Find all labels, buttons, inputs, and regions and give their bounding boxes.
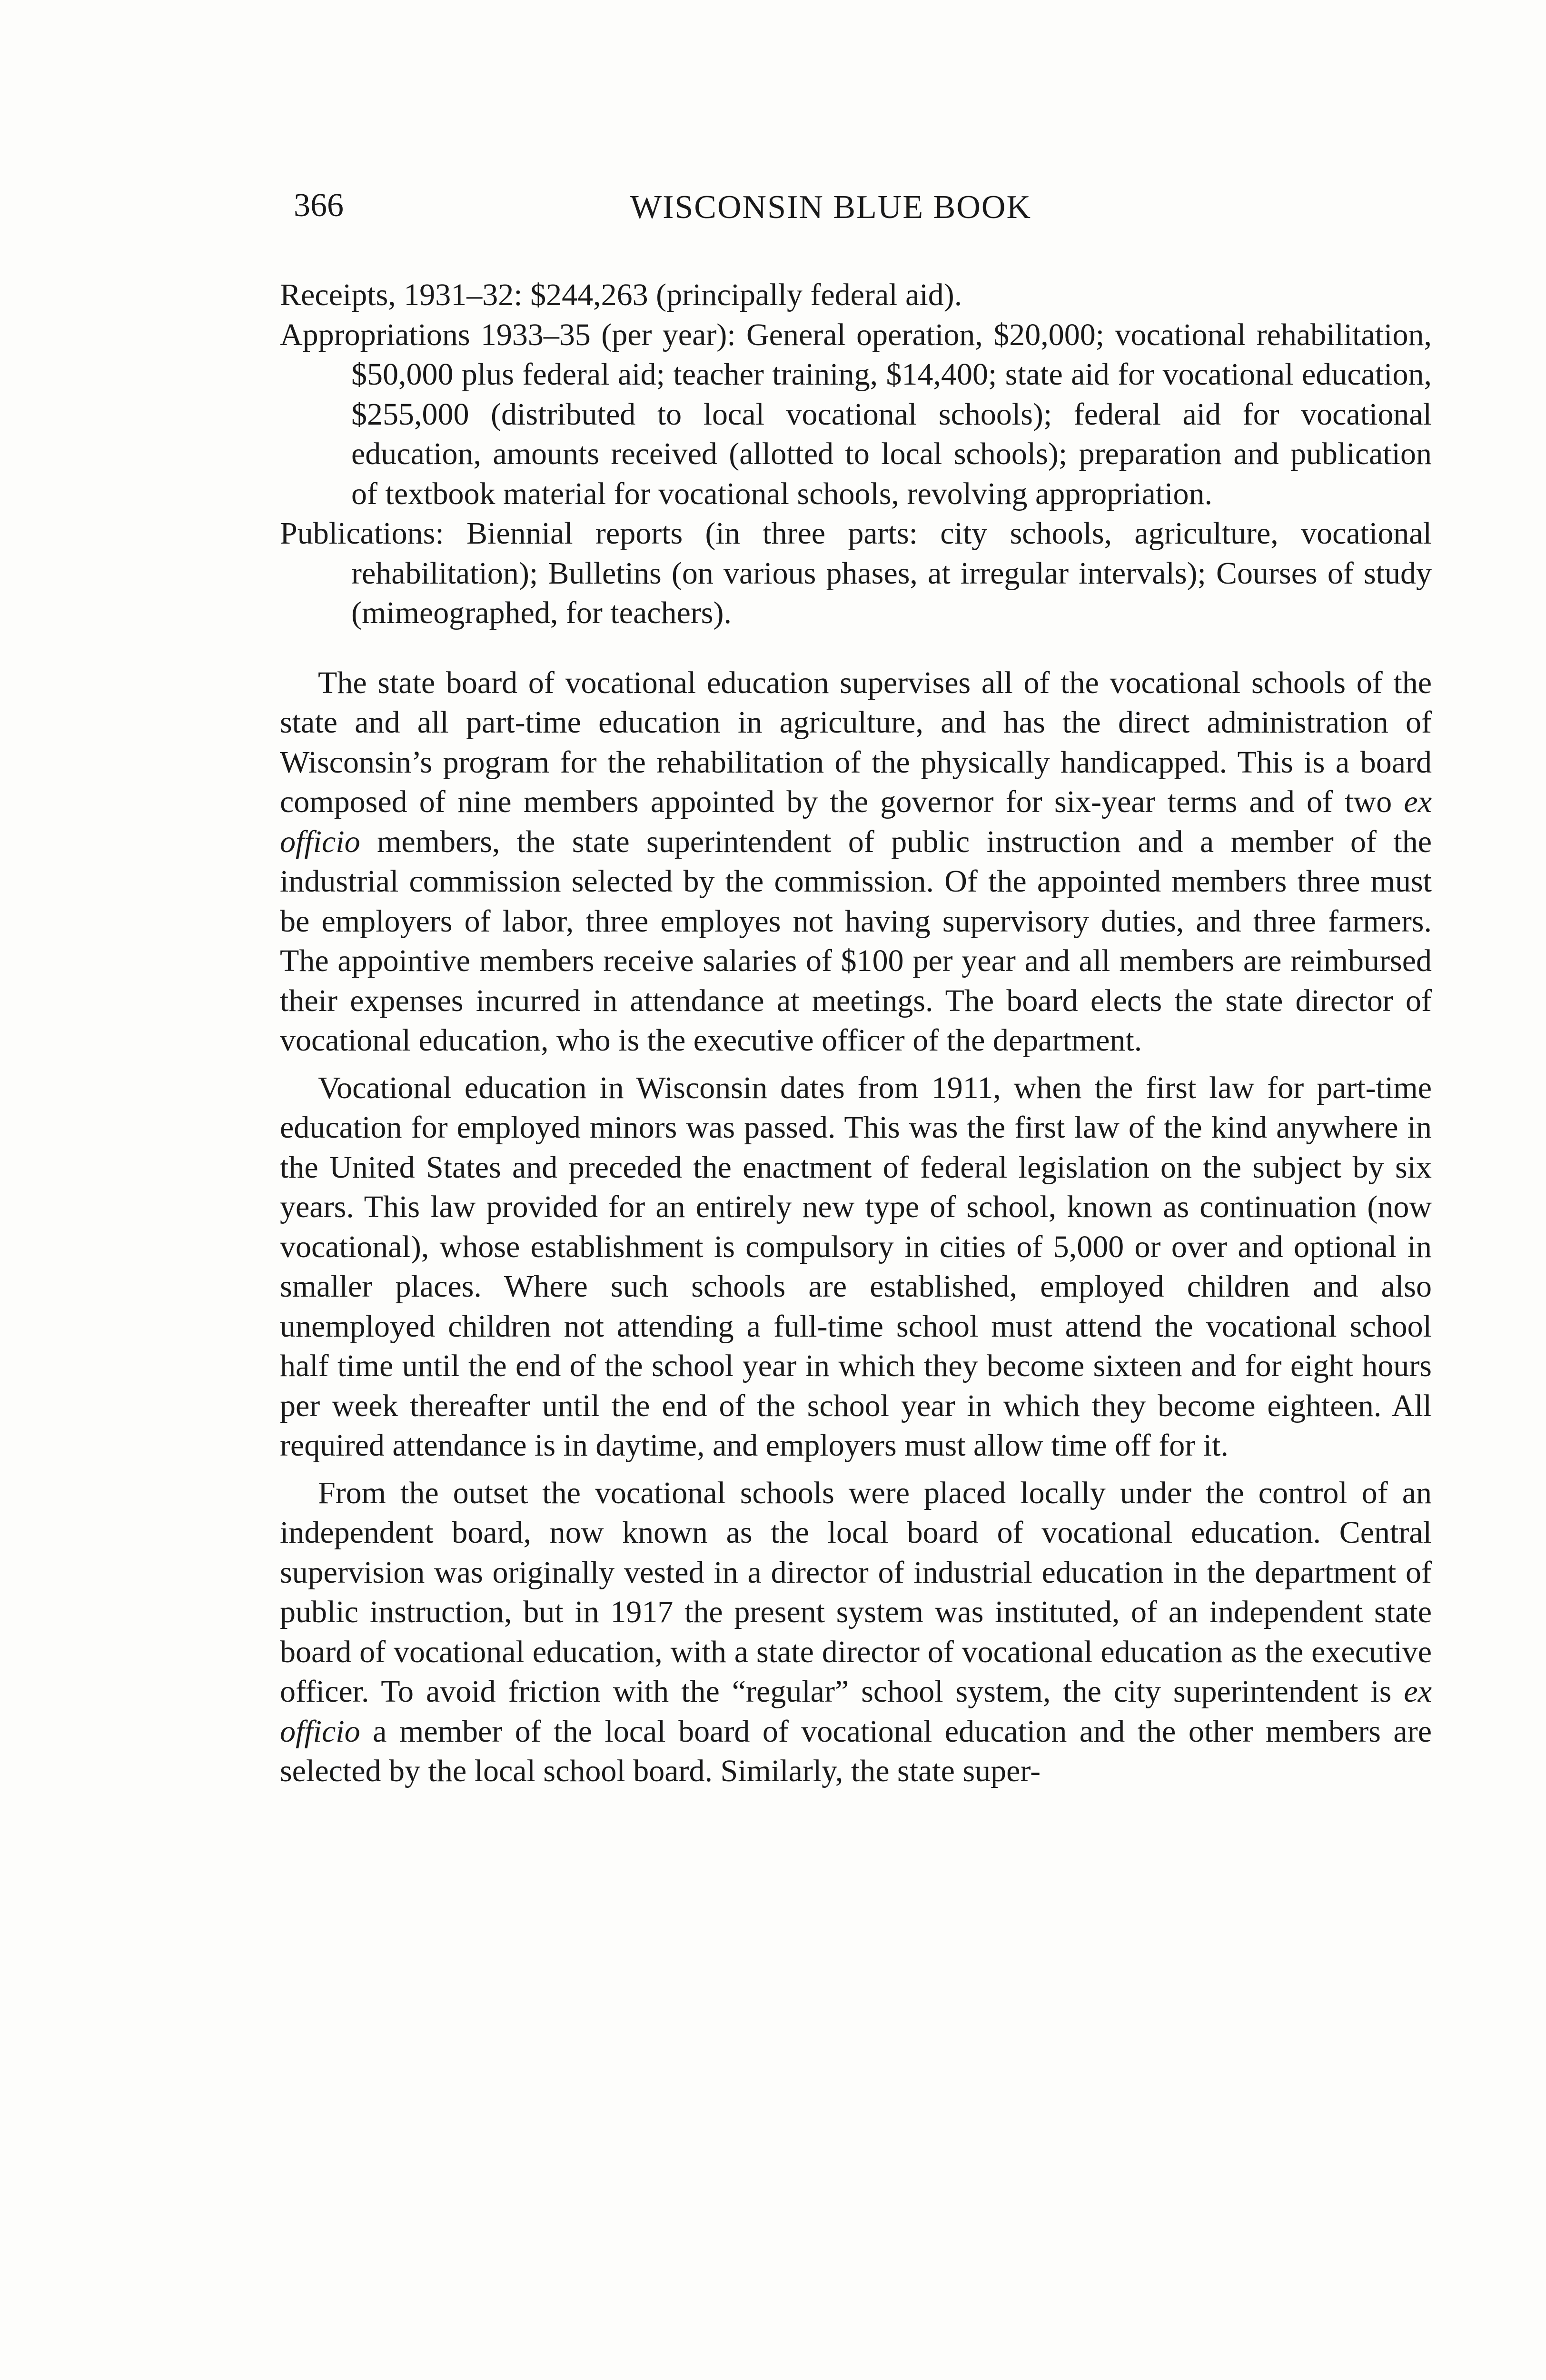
appropriations-entry: Appropriations 1933–35 (per year): General operation, $20,000; vocational rehabilitation, $50,000 plus federal aid; teacher training, $14,400; state aid for vocational education, $255,000 (distributed to local vocational schools); federal aid for vocational education, amounts received (allotted to local schools); preparation and publication of textbook material for vocational schools, revolving appropriation. [280,317,1432,511]
ex-officio-term: ex officio [280,784,1432,859]
paragraph-local-boards-part2: a member of the local board of vocational education and the other members are selected by the local school board. Similarly, the state super- [280,1714,1432,1788]
ex-officio-term-2: ex officio [280,1674,1432,1749]
paragraph-local-boards-part1: From the outset the vocational schools were placed locally under the control of an independent board, now known as the local board of vocational education. Central supervision was originally vested in a director of industrial education in the department of public instruction, but in 1917 the present system was instituted, of an independent state board of vocational education, with a state director of vocational education as the executive officer. To avoid friction with the “regular” school system, the city superintendent is [280,1475,1432,1709]
page-number: 366 [294,187,344,224]
paragraph-local-boards [280,1473,1432,1791]
publications-entry: Publications: Biennial reports (in three parts: city schools, agriculture, vocational rehabilitation); Bulletins (on various phases, at irregular intervals); Courses of study (mimeographed, for teachers). [280,516,1432,630]
page-header [294,187,1436,239]
paragraph-state-board-part1: The state board of vocational education supervises all of the vocational schools of the state and all part-time education in agriculture, and has the direct administration of Wisconsin’s program for the rehabilitation of the physically handicapped. This is a board composed of nine members appointed by the governor for six-year terms and of two [280,665,1432,819]
paragraph-state-board-part2: members, the state superintendent of public instruction and a member of the industrial commission selected by the commission. Of the appointed members three must be employers of labor, three employes not having supervisory duties, and three farmers. The appointive members receive salaries of $100 per year and all members are reimbursed their expenses incurred in attendance at meetings. The board elects the state director of vocational education, who is the executive officer of the department. [280,824,1432,1058]
paragraph-state-board [280,663,1432,1061]
receipts-entry: Receipts, 1931–32: $244,263 (principally federal aid). [280,278,962,312]
paragraph-history: Vocational education in Wisconsin dates from 1911, when the first law for part-time education for employed minors was passed. This was the first law of the kind anywhere in the United States and preceded the enactment of federal legislation on the subject by six years. This law provided for an entirely new type of school, known as continuation (now vocational), whose establishment is compulsory in cities of 5,000 or over and optional in smaller places. Where such schools are established, employed children and also unemployed children not attending a full-time school must attend the vocational school half time until the end of the school year in which they become sixteen and for eight hours per week thereafter until the end of the school year in which they become eighteen. All required attendance is in daytime, and employers must allow time off for it. [280,1070,1432,1463]
running-title: WISCONSIN BLUE BOOK [630,189,1031,226]
page-body [280,275,1432,1791]
